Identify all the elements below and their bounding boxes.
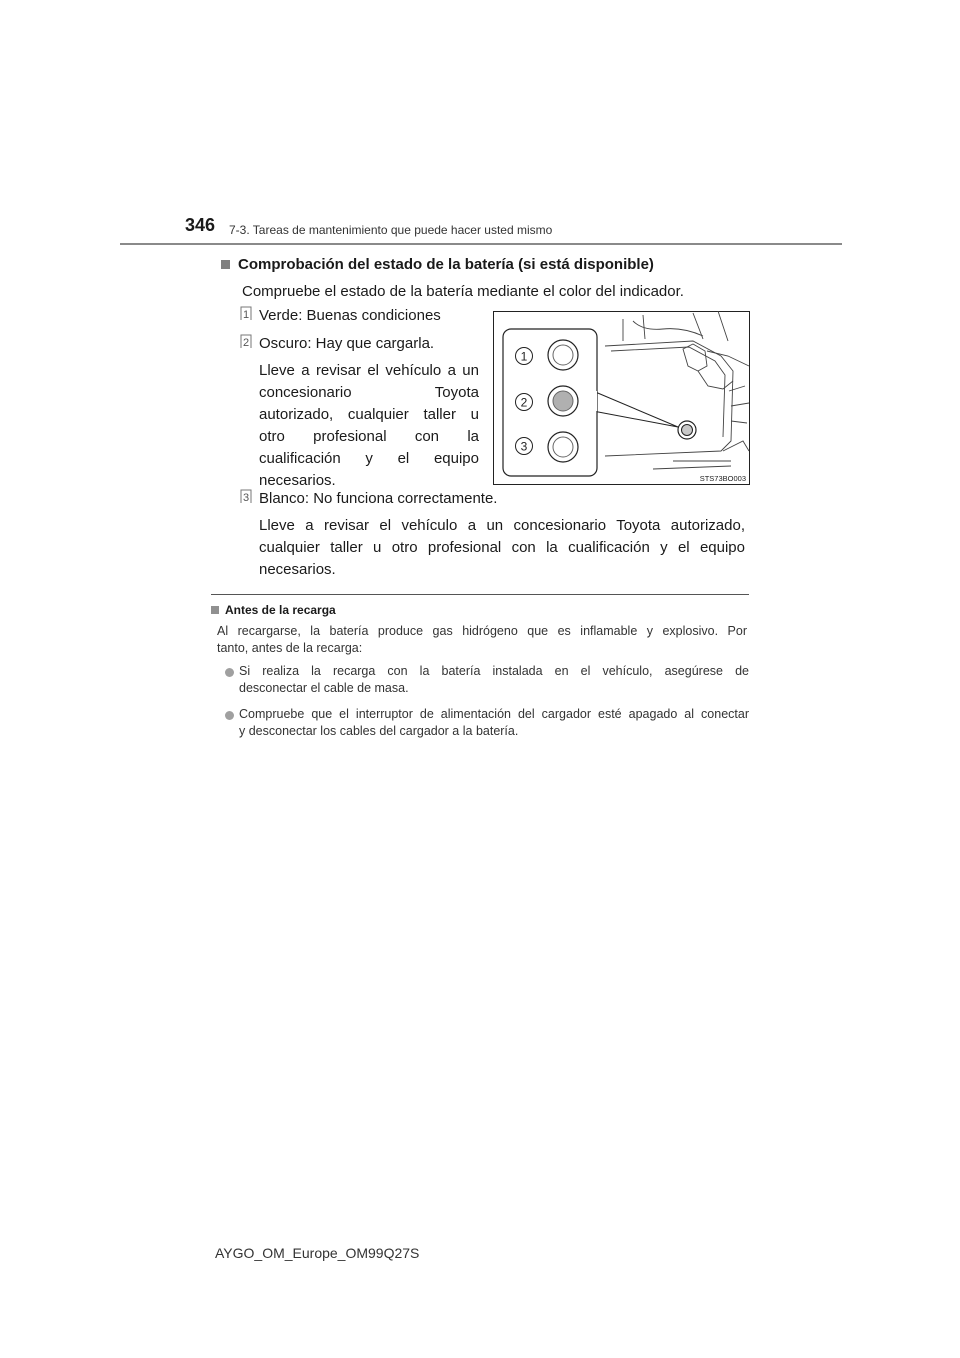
item-2-detail xyxy=(259,360,479,492)
detail-line: otro profesional con la xyxy=(259,428,479,445)
svg-text:1: 1 xyxy=(242,309,250,321)
section-heading-text: Comprobación del estado de la batería (si está disponible) xyxy=(238,256,654,273)
svg-text:2: 2 xyxy=(242,337,250,349)
note-divider xyxy=(211,594,749,595)
note-line: Compruebe que el interruptor de alimentación del cargador esté apagado al conectar xyxy=(239,707,749,721)
note-line: Si realiza la recarga con la batería instalada en el vehículo, asegúrese de xyxy=(239,664,749,678)
detail-line: Lleve a revisar el vehículo a un concesionario Toyota autorizado, xyxy=(259,517,745,534)
note-line: Al recargarse, la batería produce gas hidrógeno que es inflamable y explosivo. Por xyxy=(217,624,747,638)
detail-line: necesarios. xyxy=(259,472,336,489)
figure-label-1: 1 xyxy=(520,349,528,364)
item-2-text: Oscuro: Hay que cargarla. xyxy=(259,335,435,352)
section-intro: Compruebe el estado de la batería mediante el color del indicador. xyxy=(242,283,684,300)
figure-label-3: 3 xyxy=(520,439,528,454)
note-line: tanto, antes de la recarga: xyxy=(217,641,363,655)
note-bullet-2 xyxy=(239,706,749,740)
note-bullet-1 xyxy=(239,663,749,697)
number-3-icon xyxy=(240,489,252,504)
header-divider xyxy=(120,243,842,245)
detail-line: cualquier taller u otro profesional con la cualificación y el equipo xyxy=(259,539,745,556)
bullet-icon xyxy=(225,668,234,677)
detail-line: autorizado, cualquier taller u xyxy=(259,406,479,423)
svg-text:3: 3 xyxy=(242,492,250,504)
number-2-icon xyxy=(240,334,252,349)
figure-code: STS73BO003 xyxy=(699,474,746,483)
note-heading-text: Antes de la recarga xyxy=(225,603,336,617)
item-3-text: Blanco: No funciona correctamente. xyxy=(259,490,498,507)
detail-line: necesarios. xyxy=(259,561,336,578)
number-1-icon xyxy=(240,306,252,321)
chapter-title: 7-3. Tareas de mantenimiento que puede hacer usted mismo xyxy=(229,223,553,237)
detail-line: Lleve a revisar el vehículo a un xyxy=(259,362,479,379)
bullet-icon xyxy=(225,711,234,720)
page-number: 346 xyxy=(185,215,216,235)
square-bullet-icon xyxy=(221,260,230,269)
document-code: AYGO_OM_Europe_OM99Q27S xyxy=(215,1245,420,1261)
note-heading xyxy=(211,603,336,617)
detail-line: concesionario Toyota xyxy=(259,384,479,401)
note-line: y desconectar los cables del cargador a la batería. xyxy=(239,724,519,738)
item-1-text: Verde: Buenas condiciones xyxy=(259,307,441,324)
figure-label-2: 2 xyxy=(520,395,528,410)
battery-indicator-figure xyxy=(493,311,750,485)
item-3-detail xyxy=(259,515,745,581)
note-line: desconectar el cable de masa. xyxy=(239,681,409,695)
square-bullet-icon xyxy=(211,606,219,614)
section-heading xyxy=(221,256,654,273)
note-intro xyxy=(217,623,747,657)
detail-line: cualificación y el equipo xyxy=(259,450,479,467)
